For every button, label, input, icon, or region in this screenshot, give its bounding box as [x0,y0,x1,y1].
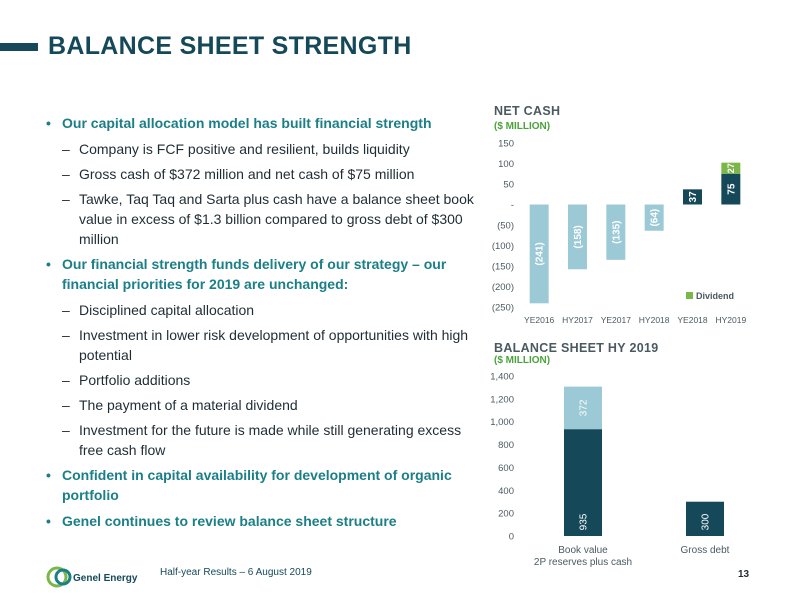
y-tick-label: 0 [508,531,514,543]
bar-data-label: (241) [534,242,546,266]
net-cash-chart-title: NET CASH [494,104,561,118]
bar-data-label: 75 [726,183,738,195]
x-tick-label: YE2016 [524,315,555,325]
y-tick-label: 1,400 [490,371,514,383]
bar-data-label: 372 [578,399,590,417]
net-cash-chart-subtitle: ($ MILLION) [494,121,551,132]
y-tick-label: 100 [498,159,514,170]
balance-sheet-chart-subtitle: ($ MILLION) [494,355,551,366]
sub-bullet-item: – Investment in lower risk development of opportunities with high potential [44,325,484,365]
sub-bullet-item: – Gross cash of $372 million and net cash of $75 million [44,164,484,184]
x-tick-label: YE2018 [677,315,708,325]
x-tick-label: Book value [558,545,608,556]
x-tick-label: YE2017 [600,315,631,325]
sub-bullet-item: – Disciplined capital allocation [44,300,484,320]
sub-bullet-item: – Tawke, Taq Taq and Sarta plus cash have a balance sheet book value in excess of $1.3 billion compared to gross debt of $300 million [44,189,484,249]
sub-bullet-item: – Investment for the future is made while still generating excess free cash flow [44,420,484,460]
page-number: 13 [738,569,750,580]
bar-data-label: 37 [688,191,699,203]
y-tick-label: 600 [498,462,514,474]
bar-data-label: (158) [573,225,584,249]
y-tick-label: 400 [498,485,514,497]
sub-bullet-item: – The payment of a material dividend [44,395,484,415]
x-tick-label: HY2019 [715,315,747,325]
sub-bullet-item: – Company is FCF positive and resilient, builds liquidity [44,139,484,159]
y-tick-label: - [510,200,514,211]
y-tick-label: 200 [498,508,514,520]
bar-data-label: 935 [578,513,590,531]
sub-bullet-item: – Portfolio additions [44,370,484,390]
y-tick-label: 1,000 [490,417,514,429]
dividend-data-label: 27 [725,163,736,174]
title-accent-bar [0,43,38,51]
bullet-item: • Genel continues to review balance sheet structure [44,511,484,531]
bullet-item: • Confident in capital availability for development of organic portfolio [44,465,484,505]
x-tick-label: Gross debt [680,545,730,556]
y-tick-label: 1,200 [490,394,514,406]
y-tick-label: (100) [491,241,514,252]
legend-swatch-dividend [686,292,693,299]
logo-text: Genel Energy [73,573,138,584]
legend-label-dividend: Dividend [696,291,735,301]
balance-sheet-chart [470,368,760,568]
x-tick-label: HY2017 [562,315,593,325]
balance-sheet-chart-title: BALANCE SHEET HY 2019 [494,341,659,355]
net-cash-chart [470,135,760,330]
y-tick-label: (50) [497,220,514,232]
bar-data-label: (135) [611,220,623,244]
y-tick-label: (200) [491,282,514,293]
y-tick-label: (250) [491,302,514,314]
y-tick-label: 150 [498,138,514,150]
y-tick-label: 50 [503,179,514,191]
bullet-list [44,113,484,537]
page-title: BALANCE SHEET STRENGTH [48,32,412,60]
y-tick-label: 800 [498,440,514,452]
x-tick-label: HY2018 [638,315,670,325]
bullet-item: • Our financial strength funds delivery of our strategy – our financial priorities for 2019 are unchanged: [44,254,484,294]
footer-text: Half-year Results – 6 August 2019 [160,567,312,578]
bullet-item: • Our capital allocation model has built financial strength [44,113,484,133]
y-tick-label: (150) [491,261,514,273]
x-tick-label: 2P reserves plus cash [533,557,633,568]
bar-data-label: 300 [700,513,712,531]
bar-data-label: (64) [649,208,661,227]
